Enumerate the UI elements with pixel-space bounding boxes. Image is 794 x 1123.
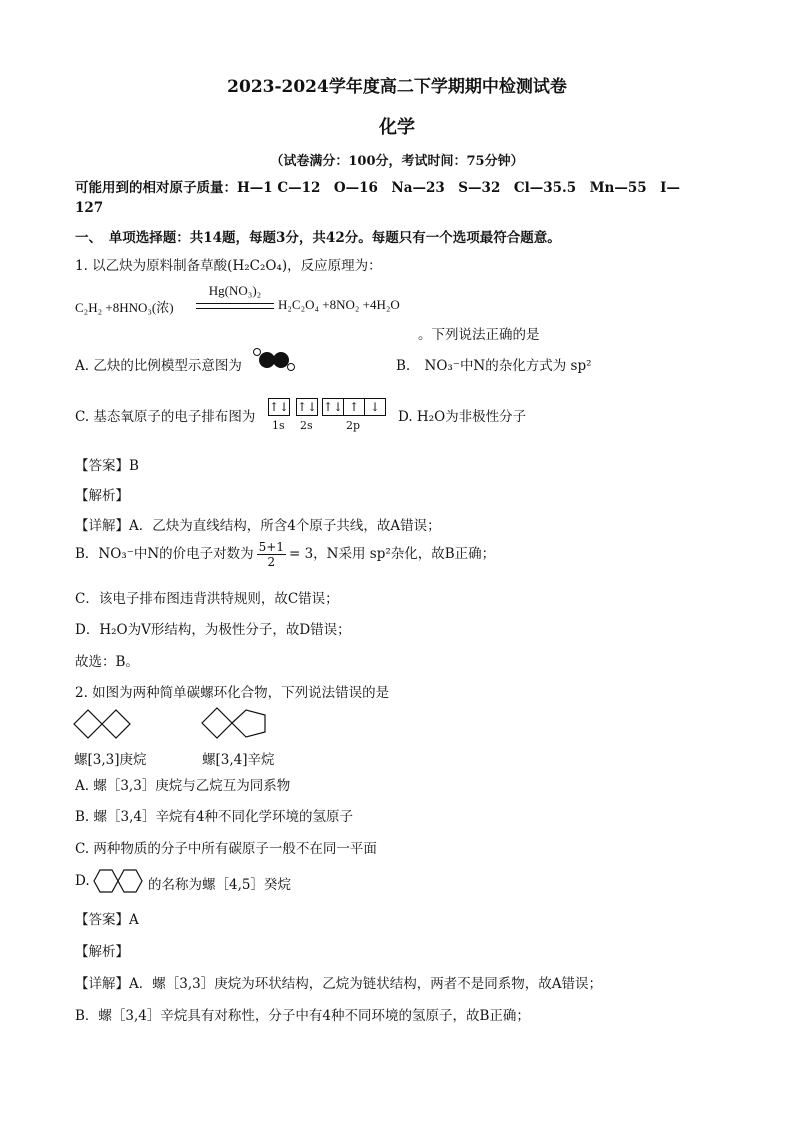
q1-answer-label: 【答案】 bbox=[75, 458, 129, 474]
q1-detail-b-letter: B． bbox=[75, 546, 99, 562]
q2-answer bbox=[75, 908, 139, 928]
q2-option-a: A. 螺［3,3］庚烷与乙烷互为同系物 bbox=[75, 778, 291, 794]
q1-reaction-arrow bbox=[196, 303, 274, 309]
orbital-label-2p: 2p bbox=[346, 419, 361, 432]
q1-detail-a: 【详解】A．乙炔为直线结构，所含4个原子共线，故A错误； bbox=[75, 518, 441, 534]
q2-option-d-letter: D. bbox=[75, 873, 90, 889]
q2-stem: 2. 如图为两种简单碳螺环化合物，下列说法错误的是 bbox=[75, 685, 390, 701]
q2-fig2-label: 螺[3,4]辛烷 bbox=[202, 752, 275, 768]
q1-detail-b bbox=[75, 540, 495, 569]
q1-option-b-letter: B. bbox=[396, 358, 411, 374]
atomic-masses-cont: 127 bbox=[75, 200, 104, 216]
orbital-label-2s: 2s bbox=[300, 419, 313, 432]
exam-page: 2023-2024学年度高二下学期期中检测试卷 化学 （试卷满分：100分，考试时间：75分钟） 可能用到的相对原子质量：H—1 C—12 O—16 Na—23 S—32 Cl—35.5 Mn—55 I— 127 一、 单项选择题：共14题，每题3分，共42分。每题只有一个选项最符合题意。 1. 以乙炔为原料制备草酸(H₂C₂O₄)，反应原理为： C₂H₂ +8HNO₃(浓) Hg(NO₃)₂ H₂C₂O₄ +8NO₂ +4H₂O 。下列说法正确的是 A. 乙炔的比例模型示意图为 B. NO₃⁻中N的杂化方式为 sp² C. 基态氧原子的电子排布图为 ↑↓ ↑↓ ↑↓ ↑ ↓ 1s 2s 2p D. H₂O为非极性分子 【答案】B 【解析】 【详解】A．乙炔为直线结构，所含4个原子共线，故A错误； B．NO₃⁻中N的价电子对数为 $\frac{5+1}{2}$ = 3，N采用 sp²杂化，故B正确； C．该电子排布图违背洪特规则，故C错误； D．H₂O为V形结构，为极性分子，故D错误； 故选：B。 2. 如图为两种简单碳螺环化合物，下列说法错误的是 螺[3,3]庚烷 螺[3,4]辛烷 A. 螺［3,3］庚烷与乙烷互为同系物 B. 螺［3,4］辛烷有4种不同化学环境的氢原子 C. 两种物质的分子中所有碳原子一般不在同一平面 D. 的名称为螺［4,5］癸烷 【答案】A 【解析】 【详解】A．螺［3,3］庚烷为环状结构，乙烷为链状结构，两者不是同系物，故A错误； B．螺［3,4］辛烷具有对称性，分子中有4种不同环境的氢原子，故B正确； bbox=[0, 0, 794, 1123]
atomic-masses: 可能用到的相对原子质量：H—1 C—12 O—16 Na—23 S—32 Cl—35.5 Mn—55 I— bbox=[75, 180, 680, 196]
q1-detail-b-ion: NO₃⁻ bbox=[98, 546, 134, 562]
q1-fraction bbox=[257, 540, 286, 569]
q1-conclusion: 故选：B。 bbox=[75, 654, 139, 670]
q1-answer bbox=[75, 454, 139, 474]
q2-fig1-label: 螺[3,3]庚烷 bbox=[74, 752, 147, 768]
q2-detail-a: 【详解】A．螺［3,3］庚烷为环状结构，乙烷为链状结构，两者不是同系物，故A错误； bbox=[75, 976, 602, 992]
q2-option-d-text: 的名称为螺［4,5］癸烷 bbox=[148, 877, 291, 893]
spiro-octane-structure-icon bbox=[200, 702, 274, 744]
section-heading: 一、 单项选择题：共14题，每题3分，共42分。每题只有一个选项最符合题意。 bbox=[75, 230, 561, 246]
q1-option-b-ion: NO₃⁻ bbox=[424, 358, 460, 374]
exam-info: （试卷满分：100分，考试时间：75分钟） bbox=[270, 154, 524, 169]
q1-eq-catalyst: Hg(NO₃)₂ bbox=[208, 283, 262, 298]
q1-stem: 1. 以乙炔为原料制备草酸(H₂C₂O₄)，反应原理为： bbox=[75, 258, 382, 274]
q1-option-a: A. 乙炔的比例模型示意图为 bbox=[75, 358, 242, 374]
q1-analysis-label: 【解析】 bbox=[75, 488, 129, 504]
q2-option-c: C. 两种物质的分子中所有碳原子一般不在同一平面 bbox=[75, 841, 377, 857]
q2-answer-label: 【答案】 bbox=[75, 912, 129, 928]
q1-fraction-numerator: 5+1 bbox=[258, 540, 284, 554]
q1-eq-left: C₂H₂ +8HNO₃(浓) bbox=[75, 300, 174, 315]
spiro-decane-structure-icon bbox=[92, 866, 148, 896]
subject-title: 化学 bbox=[379, 117, 415, 138]
q1-detail-b-text: 中N的价电子对数为 bbox=[133, 546, 254, 562]
q1-option-b bbox=[396, 354, 592, 374]
q2-option-b: B. 螺［3,4］辛烷有4种不同化学环境的氢原子 bbox=[75, 809, 354, 825]
q1-eq-right: H₂C₂O₄ +8NO₂ +4H₂O bbox=[278, 297, 400, 312]
q1-fraction-denominator: 2 bbox=[267, 555, 276, 569]
q1-detail-c: C．该电子排布图违背洪特规则，故C错误； bbox=[75, 591, 339, 607]
orbital-label-1s: 1s bbox=[272, 419, 285, 432]
q1-option-d: D. H₂O为非极性分子 bbox=[398, 409, 527, 425]
q2-analysis-label: 【解析】 bbox=[75, 944, 129, 960]
q2-answer-value: A bbox=[129, 912, 139, 928]
q1-detail-d: D．H₂O为V形结构，为极性分子，故D错误； bbox=[75, 622, 351, 638]
q1-tail: 。下列说法正确的是 bbox=[418, 327, 540, 343]
q1-answer-value: B bbox=[129, 458, 139, 474]
q1-option-b-text: 中N的杂化方式为 sp² bbox=[459, 358, 592, 374]
acetylene-model-icon bbox=[250, 346, 300, 374]
q2-detail-b: B．螺［3,4］辛烷具有对称性，分子中有4种不同环境的氢原子，故B正确； bbox=[75, 1008, 530, 1024]
spiro-heptane-structure-icon bbox=[72, 704, 136, 744]
q1-detail-b-result: = 3，N采用 sp²杂化，故B正确； bbox=[288, 546, 496, 562]
exam-title: 2023-2024学年度高二下学期期中检测试卷 bbox=[227, 77, 567, 97]
q1-option-c: C. 基态氧原子的电子排布图为 bbox=[75, 409, 256, 425]
